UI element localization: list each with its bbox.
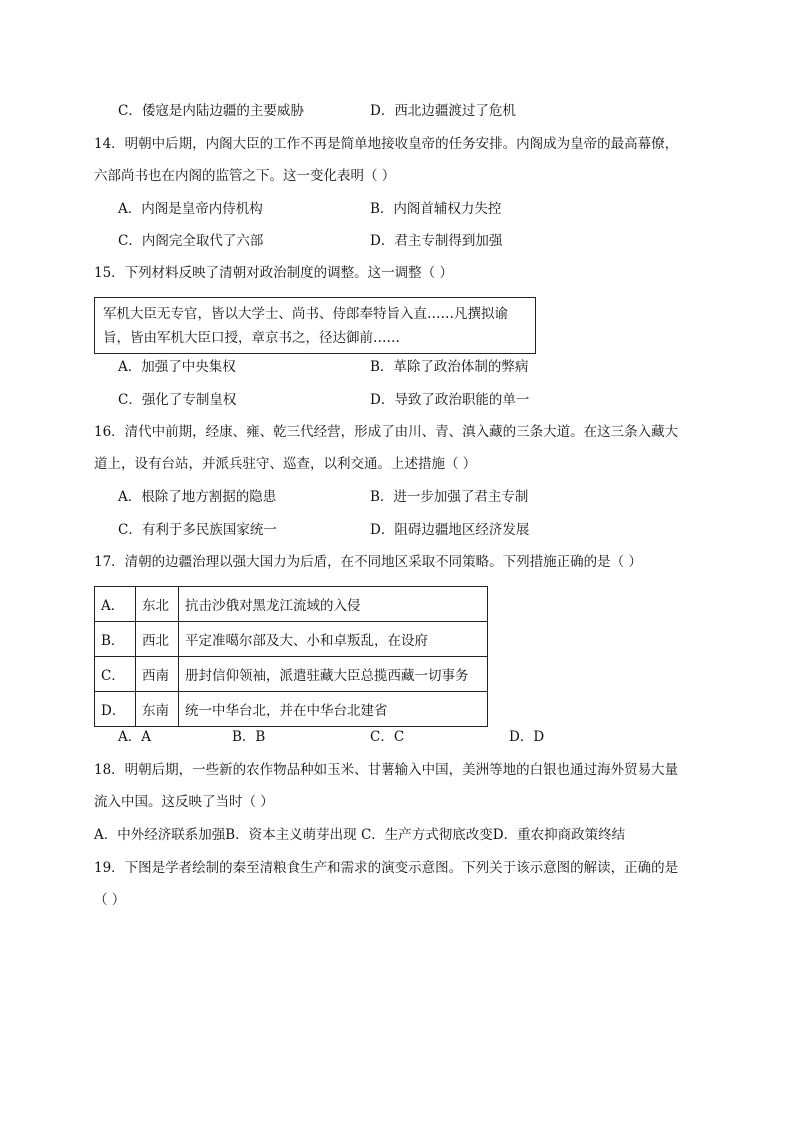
table-row: [95, 587, 488, 622]
q17-stem: 17．清朝的边疆治理以强大国力为后盾，在不同地区采取不同策略。下列措施正确的是（ ）: [94, 554, 642, 570]
q17-option-b: B．B: [232, 729, 266, 745]
q17-row-c-measure: 册封信仰领袖，派遣驻藏大臣总揽西藏一切事务: [179, 657, 488, 692]
q18-options: A．中外经济联系加强B．资本主义萌芽出现 C．生产方式彻底改变D．重农抑商政策终结: [94, 827, 626, 843]
q15-quote-line2: 旨，皆由军机大臣口授，章京书之，径达御前……: [103, 330, 400, 346]
q15-option-a: A．加强了中央集权: [118, 359, 236, 375]
q13-option-c: C．倭寇是内陆边疆的主要威胁: [118, 103, 304, 119]
q17-option-c: C．C: [370, 729, 405, 745]
q16-stem-line2: 道上，设有台站，并派兵驻守、巡查，以利交通。上述措施（ ）: [94, 456, 477, 472]
q16-option-b: B．进一步加强了君主专制: [370, 489, 529, 505]
q15-option-d: D．导致了政治职能的单一: [370, 392, 530, 408]
q14-option-d: D．君主专制得到加强: [370, 233, 503, 249]
q16-stem-line1: 16．清代中前期，经康、雍、乾三代经营，形成了由川、青、滇入藏的三条大道。在这三条入藏大: [94, 424, 679, 440]
q17-option-d: D．D: [509, 729, 545, 745]
q18-stem-line2: 流入中国。这反映了当时（ ）: [94, 794, 274, 810]
q17-row-a-region: 东北: [136, 587, 179, 622]
q16-option-a: A．根除了地方割据的隐患: [118, 489, 277, 505]
q17-row-d-measure: 统一中华台北，并在中华台北建省: [179, 692, 488, 727]
q16-option-c: C．有利于多民族国家统一: [118, 522, 277, 538]
q19-stem-line2: （ ）: [94, 892, 126, 908]
q17-row-d-letter: D．: [95, 692, 136, 727]
q17-row-a-measure: 抗击沙俄对黑龙江流域的入侵: [179, 587, 488, 622]
q17-option-a: A．A: [118, 729, 151, 745]
q14-stem-line2: 六部尚书也在内阁的监管之下。这一变化表明（ ）: [94, 168, 396, 184]
q15-quote-line1: 军机大臣无专官，皆以大学士、尚书、侍郎奉特旨入直……凡撰拟谕: [103, 306, 508, 322]
q17-row-c-letter: C．: [95, 657, 136, 692]
q17-row-b-region: 西北: [136, 622, 179, 657]
q15-option-c: C．强化了专制皇权: [118, 392, 237, 408]
q17-row-d-region: 东南: [136, 692, 179, 727]
q18-stem-line1: 18．明朝后期，一些新的农作物品种如玉米、甘薯输入中国，美洲等地的白银也通过海外贸易大量: [94, 762, 679, 778]
q16-option-d: D．阻碍边疆地区经济发展: [370, 522, 530, 538]
q14-option-a: A．内阁是皇帝内侍机构: [118, 201, 263, 217]
q17-row-b-measure: 平定准噶尔部及大、小和卓叛乱，在设府: [179, 622, 488, 657]
q15-quote-box: [94, 297, 536, 354]
q17-row-c-region: 西南: [136, 657, 179, 692]
q17-row-b-letter: B．: [95, 622, 136, 657]
q19-stem-line1: 19．下图是学者绘制的秦至清粮食生产和需求的演变示意图。下列关于该示意图的解读，正确的是: [94, 860, 679, 876]
q13-option-d: D．西北边疆渡过了危机: [370, 103, 516, 119]
q15-option-b: B．革除了政治体制的弊病: [370, 359, 529, 375]
table-row: [95, 657, 488, 692]
q14-option-c: C．内阁完全取代了六部: [118, 233, 264, 249]
q17-table: [94, 586, 488, 727]
q17-row-a-letter: A．: [95, 587, 136, 622]
q14-option-b: B．内阁首辅权力失控: [370, 201, 502, 217]
q15-stem: 15．下列材料反映了清朝对政治制度的调整。这一调整（ ）: [94, 265, 453, 281]
table-row: [95, 692, 488, 727]
q14-stem-line1: 14．明朝中后期，内阁大臣的工作不再是简单地接收皇帝的任务安排。内阁成为皇帝的最高幕僚，: [94, 136, 679, 152]
table-row: [95, 622, 488, 657]
